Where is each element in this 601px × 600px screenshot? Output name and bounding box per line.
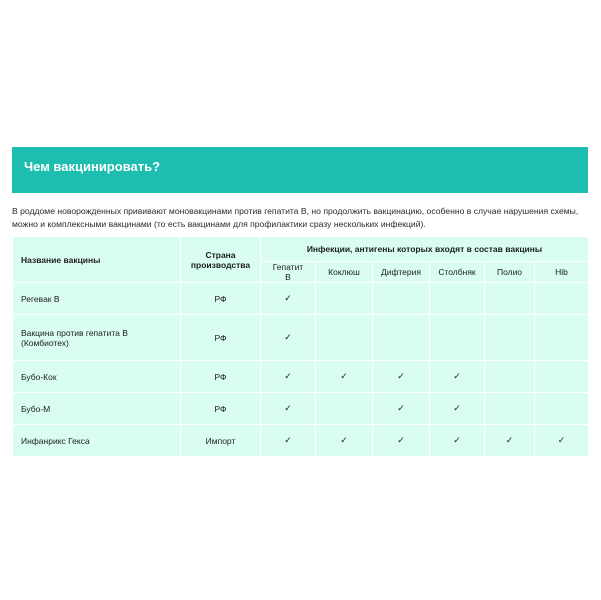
check-icon: ✓ [430, 361, 485, 393]
col-header-hepatitis-b: Гепатит В [261, 262, 316, 283]
check-cell [485, 393, 535, 425]
vaccine-name: Вакцина против гепатита В (Комбиотех) [13, 315, 181, 361]
check-cell [485, 283, 535, 315]
check-cell [485, 315, 535, 361]
check-icon: ✓ [373, 425, 430, 457]
check-icon: ✓ [485, 425, 535, 457]
check-cell [316, 393, 373, 425]
check-icon: ✓ [261, 283, 316, 315]
check-icon: ✓ [261, 361, 316, 393]
check-icon: ✓ [316, 425, 373, 457]
col-header-pertussis: Коклюш [316, 262, 373, 283]
table-row [13, 315, 589, 361]
check-icon: ✓ [535, 425, 589, 457]
section-header-banner [12, 147, 588, 193]
vaccine-name: Бубо-Кок [13, 361, 181, 393]
check-icon: ✓ [316, 361, 373, 393]
col-header-name: Название вакцины [13, 237, 181, 283]
table-row [13, 283, 589, 315]
table-row [13, 393, 589, 425]
check-cell [535, 393, 589, 425]
vaccine-country: Импорт [181, 425, 261, 457]
check-icon: ✓ [261, 393, 316, 425]
vaccine-name: Бубо-М [13, 393, 181, 425]
table-row [13, 361, 589, 393]
intro-paragraph: В роддоме новорожденных прививают моновакцинами против гепатита В, но продолжить вакцинацию, особенно в случае нарушения схемы, можно и комплексными вакцинами (то есть вакцинами для профилактики сразу нескольких инфекций). [12, 206, 579, 229]
col-header-infections-group: Инфекции, антигены которых входят в состав вакцины [261, 237, 589, 262]
check-cell [485, 361, 535, 393]
col-header-polio: Полио [485, 262, 535, 283]
check-cell [316, 283, 373, 315]
check-icon: ✓ [261, 315, 316, 361]
check-icon: ✓ [373, 361, 430, 393]
check-cell [535, 361, 589, 393]
table-row [13, 425, 589, 457]
vaccine-name: Регевак В [13, 283, 181, 315]
col-header-diphtheria: Дифтерия [373, 262, 430, 283]
check-cell [535, 283, 589, 315]
check-cell [316, 315, 373, 361]
col-header-tetanus: Столбняк [430, 262, 485, 283]
vaccine-name: Инфанрикс Гекса [13, 425, 181, 457]
vaccine-table [12, 236, 589, 457]
check-icon: ✓ [430, 393, 485, 425]
check-cell [373, 315, 430, 361]
check-icon: ✓ [373, 393, 430, 425]
check-cell [535, 315, 589, 361]
vaccine-country: РФ [181, 393, 261, 425]
check-cell [373, 283, 430, 315]
check-cell [430, 315, 485, 361]
check-icon: ✓ [261, 425, 316, 457]
vaccine-country: РФ [181, 283, 261, 315]
section-title: Чем вакцинировать? [24, 159, 161, 174]
vaccine-country: РФ [181, 361, 261, 393]
header-row-1 [13, 237, 589, 262]
col-header-country: Страна производства [181, 237, 261, 283]
col-header-hib: Hib [535, 262, 589, 283]
check-icon: ✓ [430, 425, 485, 457]
check-cell [430, 283, 485, 315]
vaccine-country: РФ [181, 315, 261, 361]
